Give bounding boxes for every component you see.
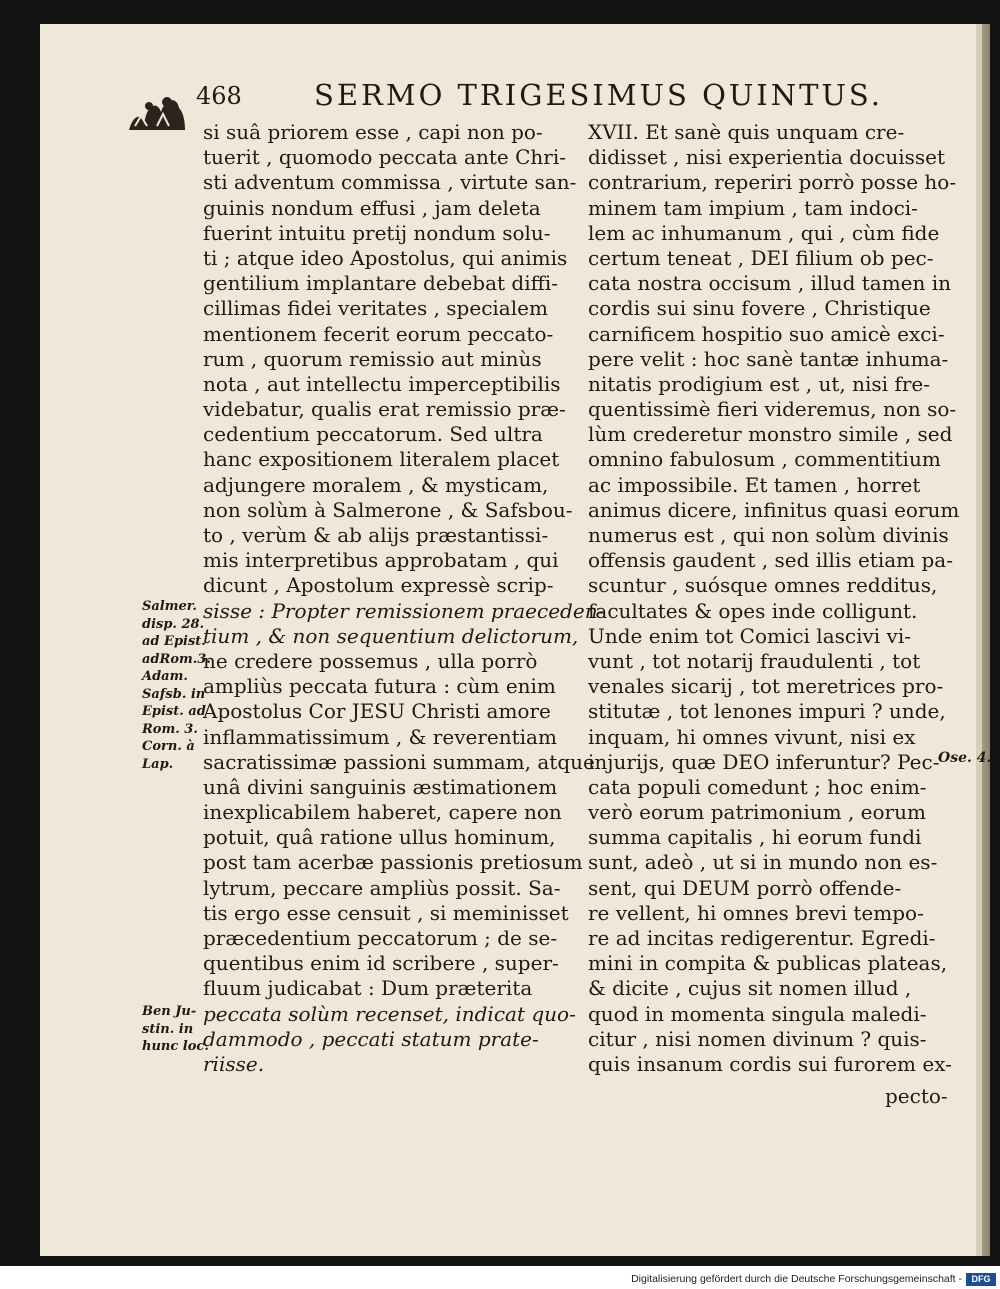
text-line: ti ; atque ideo Apostolus, qui animis xyxy=(203,245,568,270)
text-line: to , verùm & ab alijs præstantissi- xyxy=(203,523,549,547)
text-line: dicunt , Apostolum expressè scrip- xyxy=(203,573,554,598)
text-line: sacratissimæ passioni summam, atque xyxy=(203,749,595,774)
margin-note-line: Lap. xyxy=(142,756,174,772)
text-line: ne credere possemus , ulla porrò xyxy=(203,648,538,673)
text-line: adjungere moralem , & mysticam, xyxy=(203,472,549,497)
margin-note-line: Rom. 3. xyxy=(142,721,198,737)
margin-note-line: Safsb. in xyxy=(142,686,206,702)
text-line: non solùm à Salmerone , & Safsbou- xyxy=(203,497,573,522)
text-line: numerus est , qui non solùm divinis xyxy=(588,523,949,547)
text-line: riisse. xyxy=(203,1051,265,1076)
text-line: certum teneat , DEI filium ob pec- xyxy=(588,245,934,270)
text-line: lytrum, peccare ampliùs possit. Sa- xyxy=(203,875,561,900)
text-line: præcedentium peccatorum ; de se- xyxy=(203,926,558,950)
text-line: quod in momenta singula maledi- xyxy=(588,1001,927,1026)
text-line: inflammatissimum , & reverentiam xyxy=(203,724,557,749)
text-line: sunt, adeò , ut si in mundo non es- xyxy=(588,850,938,875)
text-line: stitutæ , tot lenones impuri ? unde, xyxy=(588,699,946,724)
margin-note-line: hunc loc. xyxy=(142,1039,209,1054)
text-line: fuerint intuitu pretij nondum solu- xyxy=(203,220,551,245)
text-line: sisse : Propter remissionem praeceden- xyxy=(203,598,605,623)
text-line: inquam, hi omnes vivunt, nisi ex xyxy=(588,724,916,749)
text-line: mentionem fecerit eorum peccato- xyxy=(203,321,554,346)
text-line: summa capitalis , hi eorum fundi xyxy=(588,825,922,850)
text-line: cata nostra occisum , illud tamen in xyxy=(588,271,952,296)
dfg-logo-icon: DFG xyxy=(966,1273,996,1286)
text-line: potuit, quâ ratione ullus hominum, xyxy=(203,825,556,850)
text-line: cata populi comedunt ; hoc enim- xyxy=(588,774,927,799)
ornament-icon xyxy=(127,86,187,132)
margin-note-line: Salmer. xyxy=(142,599,197,614)
text-line: hanc expositionem literalem placet xyxy=(203,447,560,472)
text-line: guinis nondum effusi , jam deleta xyxy=(203,195,541,220)
text-line: nota , aut intellectu imperceptibilis xyxy=(203,371,561,396)
text-line: pere velit : hoc sanè tantæ inhuma- xyxy=(588,346,949,371)
text-line: quentibus enim id scribere , super- xyxy=(203,951,559,976)
text-line: rum , quorum remissio aut minùs xyxy=(203,346,542,371)
margin-note-justin xyxy=(142,1003,209,1056)
text-line: cillimas fidei veritates , specialem xyxy=(203,296,548,321)
catchword: pecto- xyxy=(885,1084,948,1108)
text-line: si suâ priorem esse , capi non po- xyxy=(203,120,543,144)
text-line: contrarium, reperiri porrò posse ho- xyxy=(588,170,957,195)
text-line: fluum judicabat : Dum præterita xyxy=(203,976,533,1001)
text-line: omnino fabulosum , commentitium xyxy=(588,447,941,472)
text-line: re vellent, hi omnes brevi tempo- xyxy=(588,900,924,925)
text-line: minem tam impium , tam indoci- xyxy=(588,195,918,220)
text-line: Unde enim tot Comici lascivi vi- xyxy=(588,623,911,648)
digitization-footer xyxy=(0,1272,1000,1289)
text-line: dammodo , peccati statum prate- xyxy=(203,1026,539,1051)
text-line: didisset , nisi experientia docuisset xyxy=(588,145,946,170)
text-line: post tam acerbæ passionis pretiosum xyxy=(203,850,583,875)
text-line: sent, qui DEUM porrò offende- xyxy=(588,875,902,900)
text-line: ampliùs peccata futura : cùm enim xyxy=(203,674,556,699)
text-line: venales sicarij , tot meretrices pro- xyxy=(588,674,944,699)
text-line: offensis gaudent , sed illis etiam pa- xyxy=(588,548,953,573)
text-line: quis insanum cordis sui furorem ex- xyxy=(588,1051,952,1076)
text-line: lùm crederetur monstro simile , sed xyxy=(588,422,953,447)
text-line: unâ divini sanguinis æstimationem xyxy=(203,774,558,799)
margin-note-line: adRom.3. xyxy=(142,651,211,667)
text-line: scuntur , suósque omnes redditus, xyxy=(588,573,938,598)
text-line: citur , nisi nomen divinum ? quis- xyxy=(588,1026,927,1051)
text-line: sti adventum commissa , virtute san- xyxy=(203,170,577,195)
margin-note-line: disp. 28. xyxy=(142,616,205,632)
text-line: tis ergo esse censuit , si meminisset xyxy=(203,900,569,925)
text-line: tuerit , quomodo peccata ante Chri- xyxy=(203,145,566,170)
margin-note-osee: Ose. 4. xyxy=(938,750,992,766)
text-line: verò eorum patrimonium , eorum xyxy=(588,800,926,825)
text-line: & dicite , cujus sit nomen illud , xyxy=(588,976,912,1001)
left-text-column xyxy=(203,120,604,1077)
running-head: SERMO TRIGESIMUS QUINTUS. xyxy=(314,78,883,112)
text-line: mis interpretibus approbatam , qui xyxy=(203,548,559,573)
text-line: nitatis prodigium est , ut, nisi fre- xyxy=(588,371,930,396)
text-line: inexplicabilem haberet, capere non xyxy=(203,800,562,825)
text-line: vunt , tot notarij fraudulenti , tot xyxy=(588,648,921,673)
text-line: carnificem hospitio suo amicè exci- xyxy=(588,321,945,346)
footer-credit: Digitalisierung gefördert durch die Deutsche Forschungsgemeinschaft - xyxy=(631,1273,962,1285)
text-line: cordis sui sinu fovere , Christique xyxy=(588,296,931,321)
margin-note-line: Epist. ad xyxy=(142,704,206,719)
margin-note-line: Corn. à xyxy=(142,739,195,754)
text-line: facultates & opes inde colligunt. xyxy=(588,598,918,623)
text-line: cedentium peccatorum. Sed ultra xyxy=(203,422,543,447)
margin-note-line: stin. in xyxy=(142,1021,194,1037)
text-line: Apostolus Cor JESU Christi amore xyxy=(203,699,551,724)
page-number: 468 xyxy=(196,82,242,110)
margin-note-salmeron xyxy=(142,598,211,773)
text-line: injurijs, quæ DEO inferuntur? Pec- xyxy=(588,749,940,774)
text-line: peccata solùm recenset, indicat quo- xyxy=(203,1001,576,1026)
text-line: quentissimè fieri videremus, non so- xyxy=(588,397,957,422)
text-line: gentilium implantare debebat diffi- xyxy=(203,271,558,296)
text-line: tium , & non sequentium delictorum, xyxy=(203,623,579,648)
text-line: re ad incitas redigerentur. Egredi- xyxy=(588,926,936,950)
text-line: ac impossibile. Et tamen , horret xyxy=(588,472,921,497)
text-line: animus dicere, infinitus quasi eorum xyxy=(588,497,960,522)
text-line: videbatur, qualis erat remissio præ- xyxy=(203,397,566,422)
text-line: mini in compita & publicas plateas, xyxy=(588,951,948,976)
margin-note-line: Adam. xyxy=(142,669,188,684)
margin-note-line: Ben Ju- xyxy=(142,1004,197,1019)
text-line: XVII. Et sanè quis unquam cre- xyxy=(588,120,905,144)
margin-note-line: ad Epist. xyxy=(142,634,206,649)
right-text-column xyxy=(588,120,959,1077)
text-line: lem ac inhumanum , qui , cùm fide xyxy=(588,220,940,245)
